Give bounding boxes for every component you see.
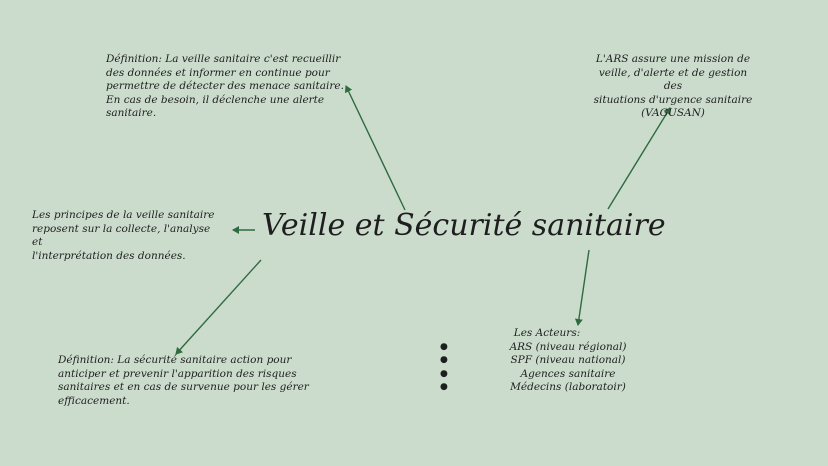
- acteur-label: Médecins (laboratoir): [510, 381, 626, 394]
- list-item: [440, 368, 700, 382]
- bullet-icon: ●: [440, 382, 448, 393]
- list-item: [440, 341, 700, 355]
- central-title: Veille et Sécurité sanitaire: [262, 208, 666, 243]
- acteurs-title: Les Acteurs:: [513, 327, 581, 339]
- list-item: [440, 354, 700, 368]
- note-definition-veille: Définition: La veille sanitaire c'est recueillir des données et informer en continue pour permettre de détecter des menace sanitaire. En cas de besoin, il déclenche une alerte sanitaire.: [106, 53, 344, 120]
- note-definition-securite: Définition: La sécurité sanitaire action pour anticiper et prevenir l'apparition des risques sanitaires et en cas de survenue pour les gérer efficacement.: [58, 354, 309, 407]
- bullet-icon: ●: [440, 355, 448, 366]
- bullet-icon: ●: [440, 368, 448, 379]
- note-principes-veille: Les principes de la veille sanitaire reposent sur la collecte, l'analyse et l'interprétation des données.: [32, 209, 215, 262]
- list-item: [440, 381, 700, 395]
- acteur-label: ARS (niveau régional): [509, 340, 627, 353]
- acteur-label: Agences sanitaire: [520, 367, 616, 380]
- note-ars-mission: L'ARS assure une mission de veille, d'alerte et de gestion des situations d'urgence sanitaire (VAGUSAN): [593, 53, 753, 120]
- arrow-to-def-secu: [176, 260, 261, 354]
- arrow-to-ars: [608, 108, 670, 209]
- bullet-icon: ●: [440, 341, 448, 352]
- acteur-label: SPF (niveau national): [510, 354, 626, 367]
- acteurs-block: [440, 327, 700, 395]
- arrow-to-acteurs: [578, 250, 589, 325]
